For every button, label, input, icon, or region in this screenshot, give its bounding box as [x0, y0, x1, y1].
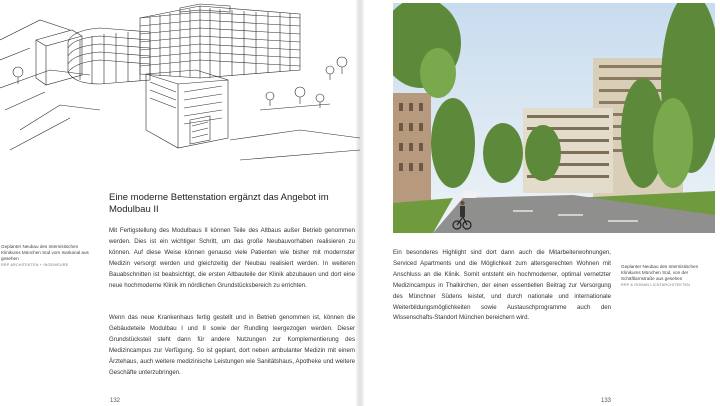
right-image-caption: [621, 264, 713, 288]
body-paragraph-3: Ein besonderes Highlight sind dort dann auch die Mitarbeiterwohnungen, Serviced Apartments und die Möglichkeit zum altersgerechten Wohnen mit Anschluss an die Klinik. Somit entsteht ein hochmoderner, optimal vernetzter Medizincampus in Thalkirchen, der einen essentiellen Beitrag zur Versorgung des Münchner Südens leistet, und durch nationale und internationale Weiterbildungsmöglichkeiten sowie Austauschprogramme auch den Wissenschafts-Standort München bereichern wird.: [393, 249, 611, 322]
body-paragraph-1: Mit Fertigstellung des Modulbaus II können Teile des Altbaus außer Betrieb genommen werden. Dies ist ein wichtiger Schritt, um das große Neubauvorhaben realisieren zu können. Auf diese Weise können genauso viele Patienten wie bisher mit modernster Medizin versorgt werden und gleichzeitig der Neubau realisiert werden. In weiteren Bauabschnitten ist beabsichtigt, die ersten Altbauteile der Klinik abzubauen und dort eine neue hochmoderne Klinik im nördlichen Grundstücksbereich zu errichten.: [109, 227, 355, 289]
right-caption-text: Geplanter Neubau des Internistischen Klinikums München Süd, von der Schäftlarnstraße aus gesehen: [621, 264, 699, 281]
street-rendering-photo: [393, 3, 715, 233]
left-caption-credit: RRP ARCHITEKTEN + INGENIEURE: [1, 263, 69, 267]
right-caption-credit: RRP & ROMAN LICHTARCHITEKTEN: [621, 283, 690, 287]
section-heading: Eine moderne Bettenstation ergänzt das Angebot im Modulbau II: [109, 192, 329, 215]
body-paragraph-2: Wenn das neue Krankenhaus fertig gestellt und in Betrieb genommen ist, können die Gebäudeteile Modulbau I und II sowie der Rundling leergezogen werden. Dieser Grundstücksteil steht dann für andere Nutzungen zur Komplementierung des Medizincampus zur Verfügung. So ist geplant, dort neben ambulanter Medizin mit einem Ärztehaus, auch weitere medizinische Leistungen wie Sanitätshaus, Apotheke und weitere Geschäfte unterzubringen.: [109, 314, 355, 376]
left-caption-text: Geplanter Neubau des Internistischen Klinikums München Süd vom Isarkanal aus gesehen: [1, 244, 89, 261]
architectural-drawing: [0, 0, 360, 168]
left-image-caption: [1, 244, 93, 268]
page-number-left: 132: [110, 398, 121, 404]
page-number-right: 133: [601, 398, 612, 404]
